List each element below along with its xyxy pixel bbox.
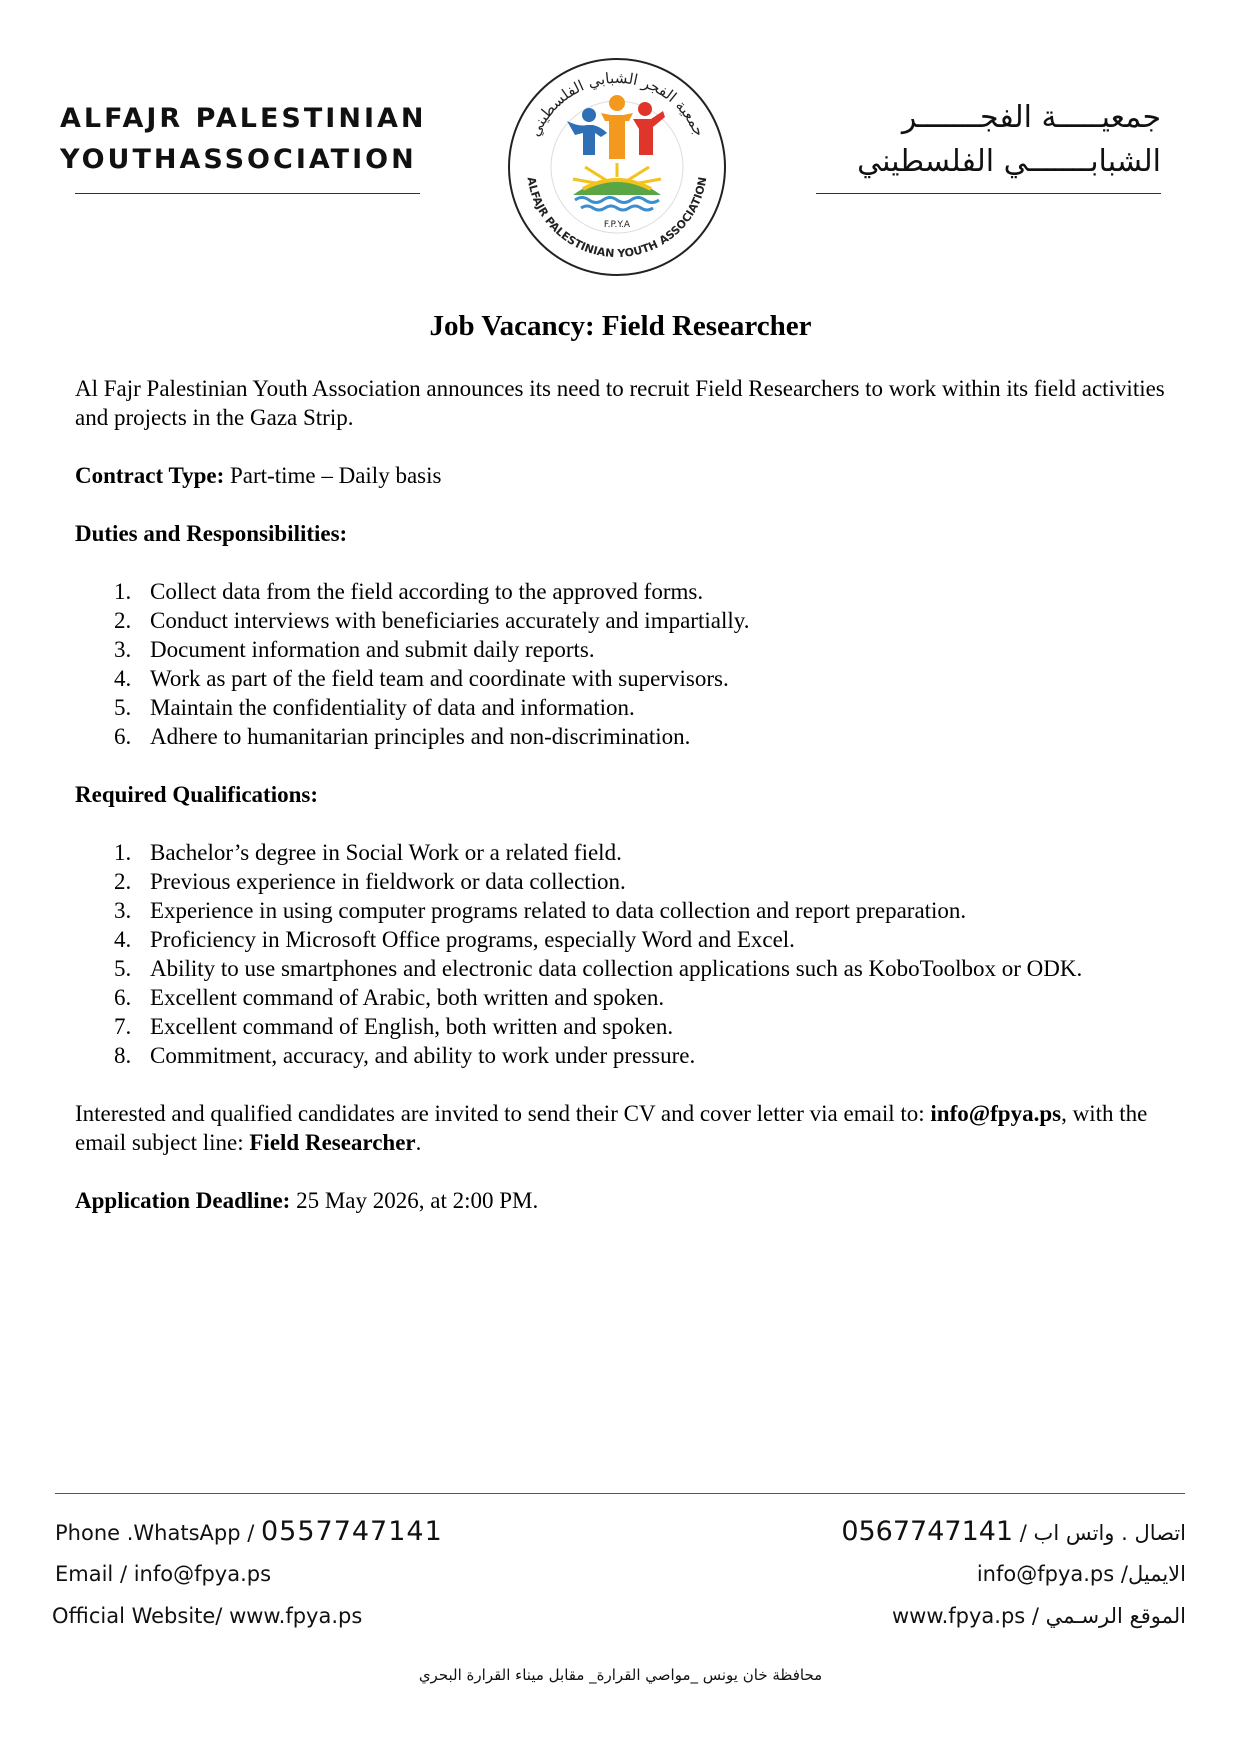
list-item: 7. Excellent command of English, both written and spoken. [114, 1014, 674, 1039]
list-item: 1. Collect data from the field according to the approved forms. [114, 579, 704, 604]
contract-type-label: Contract Type: [75, 463, 225, 488]
application-instructions: Interested and qualified candidates are invited to send their CV and cover letter via email to: info@fpya.ps, with the email subject line: Field Researcher. [75, 1101, 1148, 1155]
list-item: 3. Document information and submit daily reports. [114, 637, 595, 662]
org-name-en-line2: YOUTHASSOCIATION [60, 144, 417, 175]
header-divider-left [75, 193, 420, 194]
deadline-value: 25 May 2026, at 2:00 PM. [290, 1188, 539, 1213]
website-link[interactable]: www.fpya.ps [891, 1604, 1026, 1628]
list-item: 2. Conduct interviews with beneficiaries accurately and impartially. [114, 608, 750, 633]
footer-divider [55, 1493, 1185, 1494]
footer-phone-ar: اتصال . واتس اب / 0567747141 [841, 1516, 1186, 1547]
footer-website-ar: الموقع الرسـمي / www.fpya.ps [891, 1604, 1186, 1628]
footer-email-ar: الايميل/ info@fpya.ps [976, 1562, 1186, 1586]
footer-website-en: Official Website/ www.fpya.ps [52, 1604, 363, 1628]
org-name-arabic [801, 96, 1161, 184]
logo-ring-arabic: جمعية الفجر الشبابي الفلسطيني [525, 68, 709, 139]
list-item: 8. Commitment, accuracy, and ability to work under pressure. [114, 1043, 696, 1068]
header-divider-right [816, 193, 1161, 194]
intro-paragraph: Al Fajr Palestinian Youth Association announces its need to recruit Field Researchers to work within its field activities and projects in the Gaza Strip. [75, 376, 1165, 430]
footer-email-en: Email / info@fpya.ps [55, 1562, 272, 1586]
qualifications-heading: Required Qualifications: [75, 782, 319, 807]
list-item: 5. Maintain the confidentiality of data and information. [114, 695, 635, 720]
list-item: 2. Previous experience in fieldwork or data collection. [114, 869, 626, 894]
logo-abbreviation: F.P.Y.A [603, 220, 631, 230]
website-link[interactable]: www.fpya.ps [229, 1604, 363, 1628]
list-item: 6. Adhere to humanitarian principles and non-discrimination. [114, 724, 691, 749]
application-deadline [75, 1186, 1175, 1215]
page-title: Job Vacancy: Field Researcher [429, 310, 812, 342]
apply-email-link[interactable]: info@fpya.ps [930, 1101, 1062, 1126]
org-name-en-line1: ALFAJR PALESTINIAN [60, 103, 427, 134]
email-link[interactable]: info@fpya.ps [976, 1562, 1115, 1586]
duties-list [75, 577, 1175, 751]
list-item: 6. Excellent command of Arabic, both written and spoken. [114, 985, 665, 1010]
phone-number[interactable]: 0567747141 [841, 1516, 1014, 1547]
logo-ring-english: ALFAJR PALESTINIAN YOUTH ASSOCIATION [524, 175, 710, 261]
list-item: 4. Work as part of the field team and coordinate with supervisors. [114, 666, 729, 691]
org-name-english [60, 98, 430, 180]
deadline-label: Application Deadline: [75, 1188, 291, 1213]
email-link[interactable]: info@fpya.ps [133, 1562, 272, 1586]
duties-heading: Duties and Responsibilities: [75, 521, 348, 546]
list-item: 4. Proficiency in Microsoft Office programs, especially Word and Excel. [114, 927, 795, 952]
list-item: 5. Ability to use smartphones and electronic data collection applications such as KoboToolbox or ODK. [114, 956, 1083, 981]
phone-number[interactable]: 0557747141 [260, 1516, 443, 1547]
contract-type-value: Part-time – Daily basis [224, 463, 442, 488]
contract-type [75, 461, 1175, 490]
list-item: 3. Experience in using computer programs related to data collection and report preparation. [114, 898, 967, 923]
org-name-ar-line2: الشبابـــــــي الفلسطيني [857, 144, 1161, 179]
document-body [75, 374, 1175, 1244]
association-logo [505, 55, 730, 280]
footer-phone-en: Phone .WhatsApp / 0557747141 [55, 1516, 443, 1547]
qualifications-list [75, 838, 1175, 1070]
email-subject: Field Researcher [249, 1130, 416, 1155]
list-item: 1. Bachelor’s degree in Social Work or a related field. [114, 840, 622, 865]
org-name-ar-line1: جمعيـــــة الفجـــــــر [901, 100, 1161, 135]
footer-address: محافظة خان يونس _مواصي القرارة_ مقابل ميناء القرارة البحري [418, 1666, 823, 1684]
